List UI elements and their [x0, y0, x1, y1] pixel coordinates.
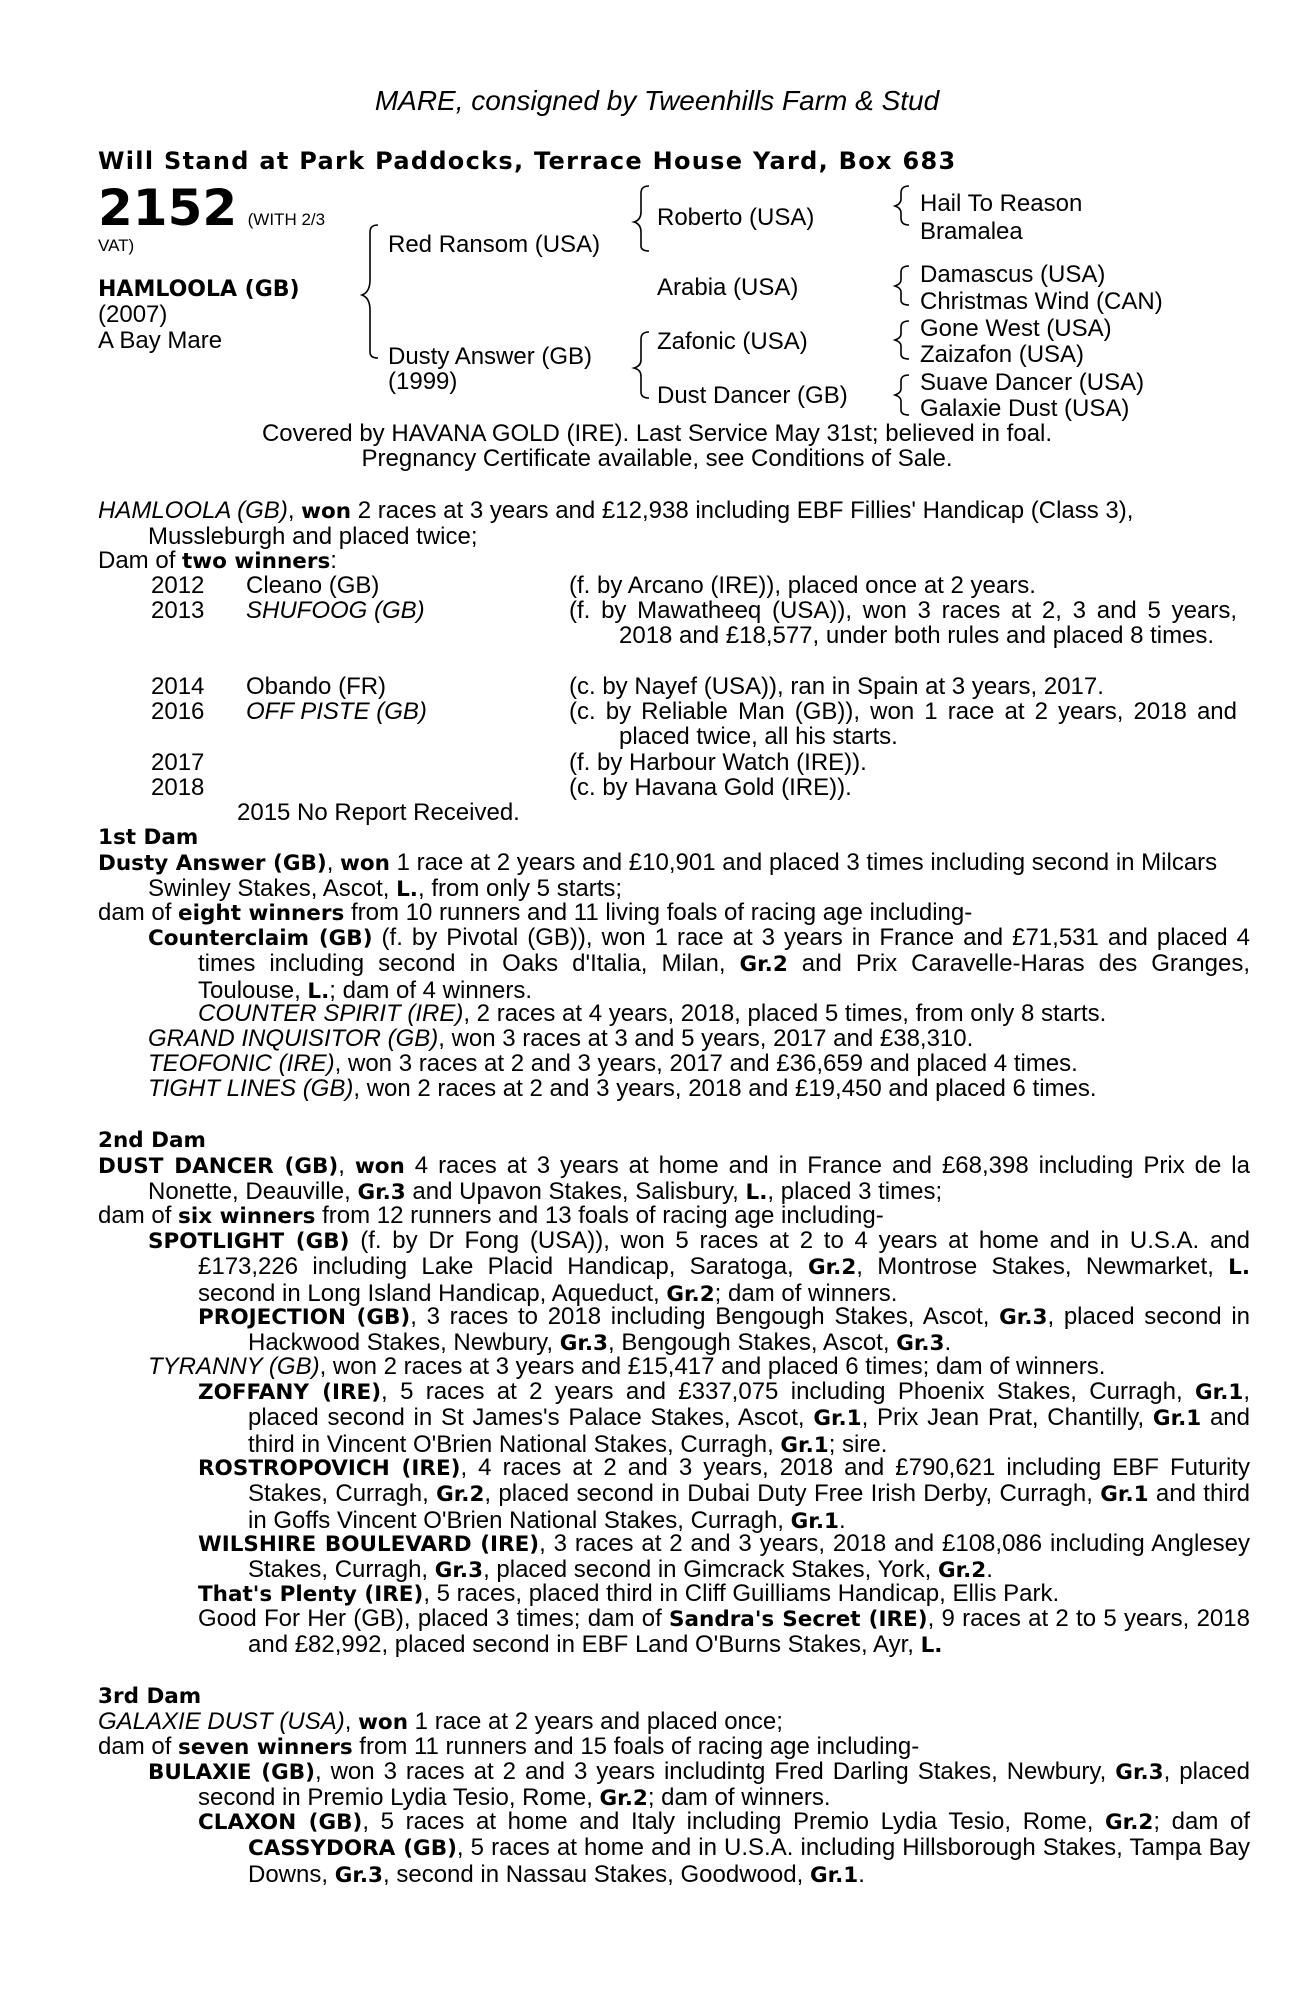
claxon-text: , 5 races at home and Italy including Premio Lydia Tesio, Rome,	[362, 1808, 1106, 1835]
zoffany-text3: , Prix Jean Prat, Chantilly,	[861, 1404, 1153, 1432]
projection-text4: .	[944, 1329, 952, 1357]
group-label: Gr.1	[790, 1508, 839, 1534]
won-label: won	[354, 1154, 405, 1179]
produce-name: Cleano (GB)	[246, 572, 380, 599]
produce-name: Obando (FR)	[246, 673, 387, 700]
pedigree-sire-sire: Roberto (USA)	[657, 204, 815, 231]
dam-of-label: dam of	[98, 1202, 179, 1229]
pregnancy-line: Pregnancy Certificate available, see Conditions of Sale.	[361, 445, 953, 472]
second-dam-record: DUST DANCER (GB), won 4 races at 3 years at home and in France and £68,398 including Prix de la Nonette, Deauville, Gr.3 and Upavon Stakes, Salisbury, L., placed 3 times;	[98, 1152, 1250, 1206]
good-for-her-text: Good For Her (GB), placed 3 times; dam of	[198, 1605, 670, 1632]
group-label: Gr.3	[1115, 1760, 1164, 1785]
spotlight-record	[148, 1228, 1250, 1307]
thats-plenty-name: That's Plenty (IRE)	[198, 1582, 424, 1607]
listed-label: L.	[745, 1180, 768, 1206]
wilshire-text2: , placed second in Gimcrack Stakes, York,	[483, 1556, 938, 1584]
grand-inquisitor-record	[148, 1026, 1200, 1051]
pedigree-dsd: Zaizafon (USA)	[920, 341, 1085, 368]
tight-lines-name: TIGHT LINES (GB)	[148, 1075, 354, 1102]
mare-record-text: 2 races at 3 years and £12,938 including EBF Fillies' Handicap (Class 3), Mussleburgh and placed twice;	[148, 497, 1134, 551]
claxon-text4: , second in Nassau Stakes, Goodwood,	[383, 1860, 810, 1888]
group-label: Gr.3	[334, 1862, 384, 1888]
group-label: Gr.1	[1152, 1406, 1202, 1432]
tight-lines-record	[148, 1076, 1200, 1101]
group-label: Gr.2	[937, 1558, 987, 1584]
counterclaim-text3: ; dam of 4 winners.	[329, 976, 533, 1004]
rostropovich-record	[198, 1455, 1250, 1534]
produce-desc: (f. by Mawatheeq (USA)), won 3 races at 2, 3 and 5 years, 2018 and £18,577, under both rules and placed 8 times.	[569, 597, 1237, 650]
third-dam-heading: 3rd Dam	[98, 1684, 202, 1709]
produce-desc: (c. by Nayef (USA)), ran in Spain at 3 years, 2017.	[569, 673, 1104, 700]
zoffany-text: , 5 races at 2 years and £337,075 including Phoenix Stakes, Curragh,	[381, 1378, 1196, 1405]
group-label: Gr.1	[813, 1406, 862, 1432]
wilshire-boulevard-name: WILSHIRE BOULEVARD (IRE)	[198, 1532, 540, 1557]
pedigree-ddd: Galaxie Dust (USA)	[920, 395, 1130, 422]
second-dam-text: 4 races at 3 years at home and in France and £68,398 including Prix de la Nonette, Deauville,	[148, 1152, 1250, 1206]
dam-of-count: seven winners	[178, 1735, 353, 1760]
group-label: Gr.1	[1100, 1482, 1149, 1508]
produce-year: 2012	[151, 572, 205, 599]
consignor-line: MARE, consigned by Tweenhills Farm & Stud	[374, 85, 940, 116]
produce-year: 2016	[151, 698, 205, 725]
dam-of-label: Dam of	[98, 547, 183, 574]
counter-spirit-record	[198, 1001, 1200, 1026]
grand-inquisitor-name: GRAND INQUISITOR (GB)	[148, 1025, 439, 1052]
zoffany-name: ZOFFANY (IRE)	[198, 1380, 382, 1405]
second-dam-name: DUST DANCER (GB)	[98, 1154, 339, 1179]
pedigree-sire: Red Ransom (USA)	[388, 231, 601, 258]
projection-text3: , Bengough Stakes, Ascot,	[608, 1329, 897, 1357]
lot-horse-name: HAMLOOLA (GB)	[98, 277, 300, 302]
projection-text: , 3 races to 2018 including Bengough Stakes, Ascot,	[410, 1303, 1000, 1330]
wilshire-boulevard-record	[198, 1531, 1250, 1584]
pedigree-ssd: Bramalea	[920, 218, 1023, 245]
second-dam-heading: 2nd Dam	[98, 1128, 206, 1153]
pedigree-sds: Damascus (USA)	[920, 261, 1106, 288]
wilshire-text3: .	[986, 1556, 993, 1584]
produce-year: 2018	[151, 774, 205, 801]
dam-of-text: from 10 runners and 11 living foals of racing age including-	[344, 899, 973, 926]
group-label: Gr.3	[357, 1180, 406, 1206]
group-label: Gr.2	[666, 1281, 715, 1307]
zoffany-text5: ; sire.	[828, 1430, 888, 1458]
tyranny-name: TYRANNY (GB)	[148, 1353, 320, 1380]
produce-desc: (f. by Harbour Watch (IRE)).	[569, 749, 867, 776]
second-dam-text3: , placed 3 times;	[767, 1178, 943, 1206]
group-label: Gr.3	[896, 1331, 945, 1357]
bulaxie-text2: , placed second in Premio Lydia Tesio, Rome,	[198, 1758, 1250, 1812]
group-label: Gr.3	[434, 1558, 484, 1584]
good-for-her-record	[198, 1606, 1250, 1659]
dam-of-label: dam of	[98, 899, 179, 926]
mare-record: HAMLOOLA (GB), won 2 races at 3 years and £12,938 including EBF Fillies' Handicap (Class 3), Mussleburgh and placed twice;	[98, 497, 1134, 551]
cassydora-name: CASSYDORA (GB)	[248, 1836, 457, 1862]
vat-note: (WITH 2/3	[247, 210, 326, 229]
group-label: Gr.2	[436, 1482, 485, 1508]
covered-line: Covered by HAVANA GOLD (IRE). Last Service May 31st; believed in foal.	[261, 420, 1053, 447]
spotlight-text3: second in Long Island Handicap, Aqueduct,	[198, 1279, 667, 1307]
dam-of-colon: :	[330, 547, 337, 574]
claxon-text5: .	[858, 1860, 865, 1888]
spotlight-text4: ; dam of winners.	[714, 1279, 898, 1307]
spotlight-text2: , Montrose Stakes, Newmarket,	[856, 1253, 1229, 1281]
dam-of-count: eight winners	[178, 901, 345, 926]
pedigree-sdd: Christmas Wind (CAN)	[920, 288, 1163, 315]
won-label: won	[301, 499, 352, 524]
projection-name: PROJECTION (GB)	[198, 1305, 411, 1330]
dam-of-text: from 11 runners and 15 foals of racing age including-	[352, 1733, 920, 1760]
lot-description: A Bay Mare	[98, 327, 223, 354]
pedigree-sss: Hail To Reason	[920, 190, 1083, 217]
good-for-her-text2: , 9 races at 2 to 5 years, 2018 and £82,992, placed second in EBF Land O'Burns Stakes, Ayr,	[248, 1605, 1250, 1659]
rostropovich-name: ROSTROPOVICH (IRE)	[198, 1456, 461, 1481]
counterclaim-text: (f. by Pivotal (GB)), won 1 race at 3 years in France and £71,531 and placed 4 times including second in Oaks d'Italia, Milan,	[198, 924, 1250, 978]
pedigree-sire-dam: Arabia (USA)	[657, 274, 799, 301]
sandras-secret-name: Sandra's Secret (IRE)	[669, 1607, 928, 1632]
second-dam-text2: and Upavon Stakes, Salisbury,	[405, 1178, 746, 1206]
produce-year: 2017	[151, 749, 205, 776]
mare-dam-of	[98, 548, 1200, 574]
third-dam-dam-of	[98, 1734, 1200, 1760]
counterclaim-name: Counterclaim (GB)	[148, 926, 373, 951]
listed-label: L.	[307, 978, 330, 1004]
first-dam-dam-of	[98, 900, 1200, 926]
won-label: won	[358, 1710, 409, 1735]
pedigree-dss: Gone West (USA)	[920, 315, 1112, 342]
rostropovich-text3: and third in Goffs Vincent O'Brien National Stakes, Curragh,	[248, 1480, 1250, 1534]
rostropovich-text4: .	[838, 1506, 846, 1534]
thats-plenty-text: , 5 races, placed third in Cliff Guilliams Handicap, Ellis Park.	[423, 1580, 1060, 1607]
bulaxie-name: BULAXIE (GB)	[148, 1760, 315, 1785]
first-dam-record: Dusty Answer (GB), won 1 race at 2 years and £10,901 and placed 3 times including second in Milcars Swinley Stakes, Ascot, L., from only 5 starts;	[98, 849, 1218, 903]
first-dam-text: 1 race at 2 years and £10,901 and placed 3 times including second in Milcars Swinley Stakes, Ascot,	[148, 849, 1218, 903]
vat-note-cont: VAT)	[98, 236, 135, 255]
claxon-name: CLAXON (GB)	[198, 1810, 363, 1835]
lot-number: 2152	[98, 179, 238, 237]
claxon-text3: , 5 races at home and in U.S.A. including Hillsborough Stakes, Tampa Bay Downs,	[248, 1834, 1250, 1888]
location-line: Will Stand at Park Paddocks, Terrace House Yard, Box 683	[98, 147, 957, 175]
produce-desc: (c. by Reliable Man (GB)), won 1 race at 2 years, 2018 and placed twice, all his starts.	[569, 698, 1237, 751]
zoffany-record	[198, 1379, 1250, 1458]
teofonic-text: , won 3 races at 2 and 3 years, 2017 and £36,659 and placed 4 times.	[334, 1050, 1078, 1077]
thats-plenty-record	[198, 1581, 1200, 1607]
pedigree-dam-dam: Dust Dancer (GB)	[657, 382, 848, 409]
mare-name: HAMLOOLA (GB)	[98, 497, 288, 524]
tyranny-text: , won 2 races at 3 years and £15,417 and placed 6 times; dam of winners.	[319, 1353, 1106, 1380]
no-report-note: 2015 No Report Received.	[237, 799, 520, 826]
first-dam-text-end: , from only 5 starts;	[417, 875, 623, 903]
spotlight-name: SPOTLIGHT (GB)	[148, 1229, 350, 1254]
listed-label: L.	[1228, 1255, 1251, 1281]
third-dam-text: 1 race at 2 years and placed once;	[408, 1708, 783, 1735]
projection-record	[198, 1304, 1250, 1357]
produce-name: OFF PISTE (GB)	[246, 698, 427, 725]
lot-year: (2007)	[98, 301, 168, 328]
produce-year: 2014	[151, 673, 205, 700]
group-label: Gr.1	[809, 1862, 859, 1888]
group-label: Gr.2	[599, 1786, 648, 1812]
pedigree-dam: Dusty Answer (GB)	[388, 343, 593, 370]
tyranny-record	[148, 1354, 1200, 1379]
zoffany-text4: and third in Vincent O'Brien National Stakes, Curragh,	[248, 1404, 1251, 1458]
won-label: won	[340, 851, 390, 876]
claxon-record	[198, 1809, 1250, 1888]
rostropovich-text2: , placed second in Dubai Duty Free Irish Derby, Curragh,	[484, 1480, 1101, 1508]
listed-label: L.	[920, 1633, 943, 1659]
group-label: Gr.2	[1105, 1810, 1154, 1835]
tight-lines-text: , won 2 races at 2 and 3 years, 2018 and £19,450 and placed 6 times.	[353, 1075, 1097, 1102]
pedigree-dam-year: (1999)	[388, 368, 458, 395]
group-label: Gr.2	[807, 1255, 857, 1281]
group-label: Gr.3	[559, 1331, 608, 1357]
group-label: Gr.1	[780, 1432, 829, 1458]
rostropovich-text: , 4 races at 2 and 3 years, 2018 and £790,621 including EBF Futurity Stakes, Curragh,	[248, 1454, 1250, 1508]
third-dam-record: GALAXIE DUST (USA), won 1 race at 2 years and placed once;	[98, 1708, 783, 1735]
counterclaim-record	[148, 925, 1250, 1004]
bulaxie-text: , won 3 races at 2 and 3 years includintg Fred Darling Stakes, Newbury,	[314, 1758, 1116, 1785]
counter-spirit-name: COUNTER SPIRIT (IRE)	[198, 1000, 464, 1027]
dam-of-label: dam of	[98, 1733, 179, 1760]
produce-name: SHUFOOG (GB)	[246, 597, 425, 624]
group-label: Gr.2	[739, 952, 788, 978]
grand-inquisitor-text: , won 3 races at 3 and 5 years, 2017 and £38,310.	[438, 1025, 974, 1052]
claxon-text2: ; dam of	[1153, 1808, 1250, 1835]
second-dam-dam-of	[98, 1203, 1200, 1229]
first-dam-name: Dusty Answer (GB)	[98, 851, 327, 876]
spotlight-text: (f. by Dr Fong (USA)), won 5 races at 2 to 4 years at home and in U.S.A. and £173,226 including Lake Placid Handicap, Saratoga,	[198, 1227, 1250, 1281]
wilshire-text: , 3 races at 2 and 3 years, 2018 and £108,086 including Anglesey Stakes, Curragh,	[248, 1530, 1250, 1584]
pedigree-dam-sire: Zafonic (USA)	[657, 328, 808, 355]
bulaxie-text3: ; dam of winners.	[647, 1784, 831, 1812]
dam-of-count: six winners	[178, 1204, 316, 1229]
group-label: Gr.1	[1195, 1380, 1244, 1405]
projection-text2: , placed second in Hackwood Stakes, Newbury,	[248, 1303, 1251, 1357]
teofonic-name: TEOFONIC (IRE)	[148, 1050, 335, 1077]
produce-desc: (f. by Arcano (IRE)), placed once at 2 years.	[569, 572, 1036, 599]
third-dam-name: GALAXIE DUST (USA)	[98, 1708, 345, 1735]
produce-year: 2013	[151, 597, 205, 624]
first-dam-heading: 1st Dam	[98, 825, 199, 850]
zoffany-text2: , placed second in St James's Palace Stakes, Ascot,	[248, 1378, 1251, 1432]
pedigree-dds: Suave Dancer (USA)	[920, 369, 1145, 396]
listed-label: L.	[396, 877, 418, 903]
dam-of-text: from 12 runners and 13 foals of racing age including-	[315, 1202, 884, 1229]
bulaxie-record	[148, 1759, 1250, 1812]
counter-spirit-text: , 2 races at 4 years, 2018, placed 5 times, from only 8 starts.	[463, 1000, 1107, 1027]
group-label: Gr.3	[999, 1305, 1048, 1330]
produce-desc: (c. by Havana Gold (IRE)).	[569, 774, 852, 801]
dam-of-count: two winners	[182, 549, 331, 574]
teofonic-record	[148, 1051, 1200, 1076]
counterclaim-text2: and Prix Caravelle-Haras des Granges, Toulouse,	[198, 950, 1250, 1004]
